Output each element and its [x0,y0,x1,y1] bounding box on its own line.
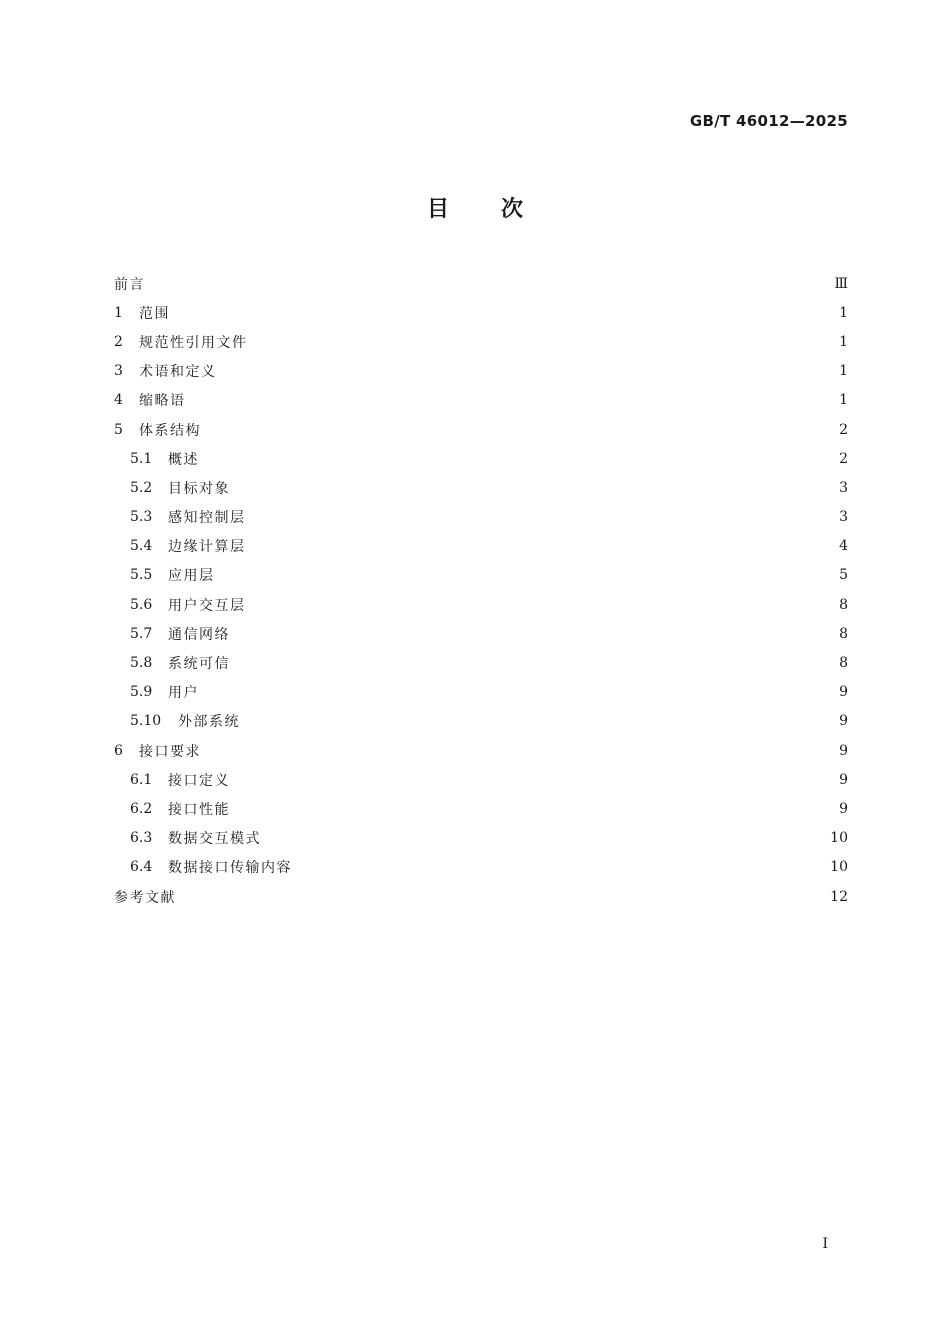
toc-entry-page: 5 [839,567,848,584]
toc-leader-dots [178,305,832,319]
toc-leader-dots [300,859,824,873]
toc-entry-number: 5.4 [130,538,153,555]
toc-entry[interactable] [114,357,848,386]
toc-entry-label: 规范性引用文件 [139,334,248,351]
toc-entry-page: 10 [830,859,848,876]
toc-entry-page: 9 [839,713,848,730]
toc-entry-page: 10 [830,830,848,847]
toc-entry-page: 2 [839,450,848,467]
toc-entry-label: 用户交互层 [168,597,246,614]
toc-entry-page: 8 [839,625,848,642]
standard-number: GB/T 46012—2025 [689,112,848,130]
toc-entry-number: 6.3 [130,830,153,847]
toc-entry-label: 接口要求 [139,743,201,760]
toc-entry-label: 数据接口传输内容 [168,860,292,877]
toc-entry-page: 1 [839,363,848,380]
toc-entry[interactable] [114,794,848,823]
toc-entry-page: 9 [839,684,848,701]
toc-entry-page: 3 [839,509,848,526]
toc-entry-page: 12 [830,888,848,905]
toc-entry-number: 5.7 [130,625,153,642]
toc-leader-dots [209,743,832,757]
toc-entry-label: 参考文献 [114,889,176,906]
toc-entry-page: 9 [839,742,848,759]
toc-entry[interactable] [114,503,848,532]
toc-entry[interactable] [114,473,848,502]
toc-leader-dots [238,626,832,640]
toc-leader-dots [238,801,832,815]
toc-entry-number: 5.8 [130,655,153,672]
toc-entry-label: 接口性能 [168,801,230,818]
toc-leader-dots [238,772,832,786]
toc-entry[interactable] [114,648,848,677]
table-of-contents [114,269,848,911]
toc-leader-dots [238,655,832,669]
toc-leader-dots [184,889,824,903]
title-char-1: 目 [426,197,449,222]
toc-leader-dots [223,567,833,581]
toc-entry[interactable] [114,824,848,853]
toc-leader-dots [254,597,833,611]
toc-entry-number: 5.6 [130,596,153,613]
toc-entry[interactable] [114,298,848,327]
toc-entry-page: Ⅲ [834,275,848,292]
toc-entry[interactable] [114,765,848,794]
toc-entry[interactable] [114,532,848,561]
toc-entry[interactable] [114,269,848,298]
toc-entry-number: 5.10 [130,713,162,730]
toc-entry-page: 4 [839,538,848,555]
toc-entry-number: 6.2 [130,800,153,817]
toc-entry[interactable] [114,561,848,590]
toc-leader-dots [225,363,833,377]
toc-entry-page: 3 [839,479,848,496]
toc-entry-page: 8 [839,655,848,672]
toc-entry-label: 缩略语 [139,393,186,410]
toc-entry-label: 通信网络 [168,626,230,643]
toc-entry-label: 目标对象 [168,480,230,497]
toc-entry-label: 数据交互模式 [168,831,261,848]
toc-entry-number: 6.4 [130,859,153,876]
toc-entry[interactable] [114,678,848,707]
toc-entry-number: 5.1 [130,450,153,467]
toc-entry-page: 1 [839,304,848,321]
toc-entry[interactable] [114,415,848,444]
toc-entry[interactable] [114,736,848,765]
toc-entry[interactable] [114,444,848,473]
toc-entry-number: 1 [114,304,123,321]
toc-entry-number: 2 [114,333,123,350]
toc-entry-page: 1 [839,392,848,409]
toc-leader-dots [194,392,833,406]
toc-entry-page: 2 [839,421,848,438]
toc-entry-label: 用户 [168,685,199,702]
toc-leader-dots [207,451,832,465]
toc-entry-label: 范围 [139,305,170,322]
toc-entry-label: 系统可信 [168,656,230,673]
title-char-2: 次 [501,197,524,222]
toc-entry-number: 6.1 [130,771,153,788]
toc-entry-number: 5.2 [130,479,153,496]
toc-entry-number: 3 [114,363,123,380]
toc-entry-number: 5 [114,421,123,438]
toc-leader-dots [153,276,828,290]
toc-entry-number: 5.9 [130,684,153,701]
toc-entry-label: 术语和定义 [139,364,217,381]
toc-entry-number: 4 [114,392,123,409]
toc-leader-dots [238,480,832,494]
toc-entry-label: 应用层 [168,568,215,585]
toc-entry[interactable] [114,590,848,619]
toc-entry-label: 体系结构 [139,422,201,439]
toc-leader-dots [207,684,832,698]
toc-entry-number: 5.5 [130,567,153,584]
toc-entry-page: 8 [839,596,848,613]
toc-entry-label: 感知控制层 [168,510,246,527]
toc-entry-page: 1 [839,333,848,350]
toc-entry-label: 概述 [168,451,199,468]
toc-entry[interactable] [114,327,848,356]
toc-leader-dots [254,538,833,552]
toc-entry[interactable] [114,619,848,648]
toc-leader-dots [269,830,824,844]
toc-entry-label: 外部系统 [178,714,240,731]
footer-page-number: I [822,1236,828,1252]
toc-entry-number: 5.3 [130,509,153,526]
toc-entry[interactable] [114,707,848,736]
toc-entry-label: 前言 [114,276,145,293]
toc-entry-page: 9 [839,800,848,817]
toc-leader-dots [248,713,832,727]
toc-entry[interactable] [114,386,848,415]
page-title [0,192,950,223]
toc-leader-dots [256,334,833,348]
toc-entry-page: 9 [839,771,848,788]
toc-entry-label: 接口定义 [168,772,230,789]
toc-entry[interactable] [114,853,848,882]
toc-leader-dots [209,422,832,436]
toc-entry-number: 6 [114,742,123,759]
toc-entry[interactable] [114,882,848,911]
toc-entry-label: 边缘计算层 [168,539,246,556]
toc-leader-dots [254,509,833,523]
